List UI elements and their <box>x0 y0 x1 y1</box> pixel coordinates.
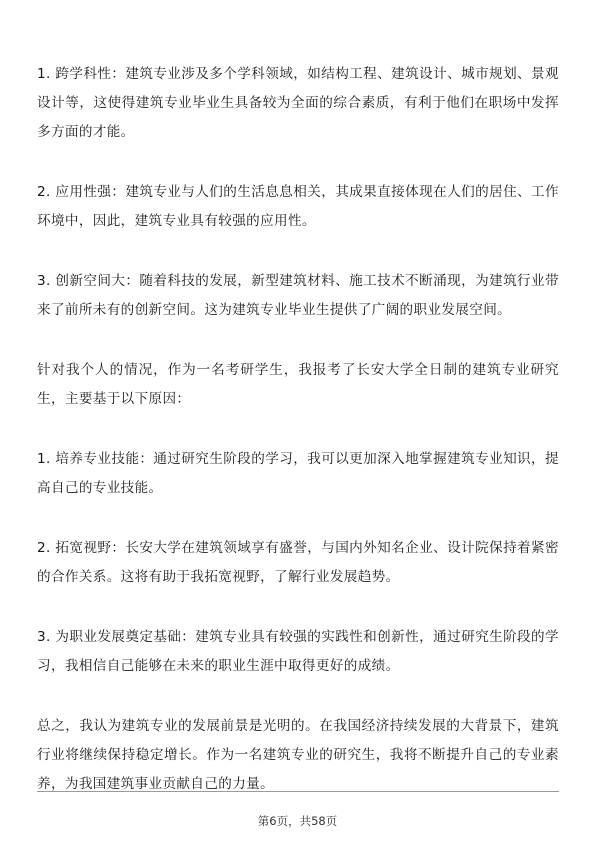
footer-divider <box>37 791 559 792</box>
paragraph-personal-situation: 针对我个人的情况，作为一名考研学生，我报考了长安大学全日制的建筑专业研究生，主要基于以下原因： <box>37 362 559 407</box>
paragraph-career-foundation: 3. 为职业发展奠定基础：建筑专业具有较强的实践性和创新性，通过研究生阶段的学习，我相信自己能够在未来的职业生涯中取得更好的成绩。 <box>37 629 559 674</box>
paragraph-professional-skills: 1. 培养专业技能：通过研究生阶段的学习，我可以更加深入地掌握建筑专业知识，提高自己的专业技能。 <box>37 451 559 496</box>
paragraph-broaden-horizons: 2. 拓宽视野：长安大学在建筑领域享有盛誉，与国内外知名企业、设计院保持着紧密的合作关系。这将有助于我拓宽视野，了解行业发展趋势。 <box>37 540 559 585</box>
document-body <box>37 60 559 799</box>
paragraph-interdisciplinary: 1. 跨学科性：建筑专业涉及多个学科领域，如结构工程、建筑设计、城市规划、景观设计等，这使得建筑专业毕业生具备较为全面的综合素质，有利于他们在职场中发挥多方面的才能。 <box>37 66 559 140</box>
paragraph-innovation-space: 3. 创新空间大：随着科技的发展，新型建筑材料、施工技术不断涌现，为建筑行业带来了前所未有的创新空间。这为建筑专业毕业生提供了广阔的职业发展空间。 <box>37 273 559 318</box>
paragraph-conclusion: 总之，我认为建筑专业的发展前景是光明的。在我国经济持续发展的大背景下，建筑行业将继续保持稳定增长。作为一名建筑专业的研究生，我将不断提升自己的专业素养，为我国建筑事业贡献自己的力量。 <box>37 718 559 792</box>
page-number: 第6页，共58页 <box>257 814 338 828</box>
paragraph-applicability: 2. 应用性强：建筑专业与人们的生活息息相关，其成果直接体现在人们的居住、工作环境中，因此，建筑专业具有较强的应用性。 <box>37 184 559 229</box>
